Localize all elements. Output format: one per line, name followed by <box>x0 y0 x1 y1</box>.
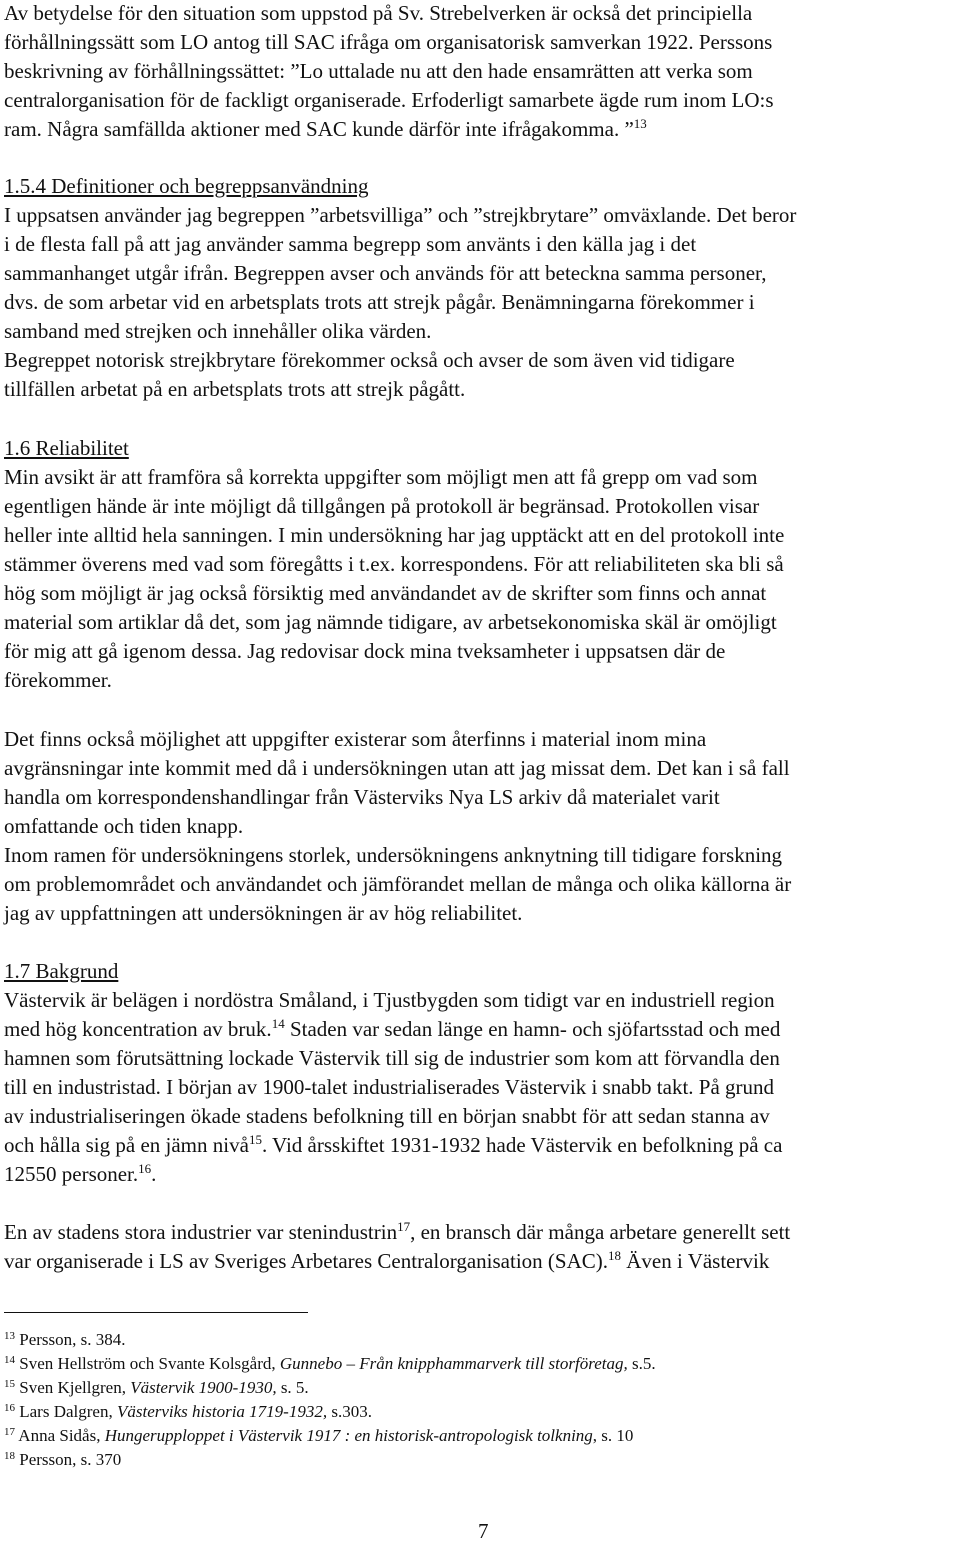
paragraph-line: Det finns också möjlighet att uppgifter existerar som återfinns i material inom mina <box>4 727 707 751</box>
section-heading-reliability: 1.6 Reliabilitet <box>4 436 129 460</box>
footnote-number: 15 <box>4 1378 15 1390</box>
paragraph-line: dvs. de som arbetar vid en arbetsplats trots att strejk pågår. Benämningarna förekommer i <box>4 290 755 314</box>
footnote-text: , s. 10 <box>592 1426 634 1445</box>
paragraph-text: Staden var sedan länge en hamn- och sjöfartsstad och med <box>284 1017 781 1041</box>
footnote-number: 17 <box>4 1426 15 1438</box>
footnote-ref-16[interactable]: 16 <box>138 1161 152 1176</box>
paragraph-line <box>4 1249 769 1273</box>
paragraph-line <box>4 1220 790 1244</box>
paragraph-line: om problemområdet och användandet och jämförandet mellan de många och olika källorna är <box>4 872 792 896</box>
paragraph-line: Västervik är belägen i nordöstra Småland, i Tjustbygden som tidigt var en industriell region <box>4 988 775 1012</box>
footnote-number: 18 <box>4 1450 15 1462</box>
footnote-ref-18[interactable]: 18 <box>608 1248 621 1263</box>
paragraph-line: Inom ramen för undersökningens storlek, undersökningens anknytning till tidigare forskning <box>4 843 783 867</box>
paragraph-line: avgränsningar inte kommit med då i undersökningen utan att jag missat dem. Det kan i så fall <box>4 756 790 780</box>
footnote-number: 14 <box>4 1354 15 1366</box>
paragraph-line: av industrialiseringen ökade stadens befolkning till en början snabbt för att sedan stanna av <box>4 1104 770 1128</box>
paragraph-line: heller inte alltid hela sanningen. I min undersökning har jag upptäckt att en del protokoll inte <box>4 523 785 547</box>
footnote-ref-14[interactable]: 14 <box>271 1016 285 1031</box>
paragraph-line: egentligen hände är inte möjligt då tillgången på protokoll är begränsad. Protokollen visar <box>4 494 760 518</box>
section-heading-background: 1.7 Bakgrund <box>4 959 119 983</box>
paragraph-line: förhållningssätt som LO antog till SAC ifråga om organisatorisk samverkan 1922. Perssons <box>4 30 773 54</box>
paragraph-line: jag av uppfattningen att undersökningen är av hög reliabilitet. <box>4 901 523 925</box>
paragraph-text: 12550 personer. <box>4 1162 139 1186</box>
footnote-17 <box>4 1426 633 1446</box>
paragraph-line: hamnen som förutsättning lockade Västervik till sig de industrier som kom att förvandla den <box>4 1046 780 1070</box>
paragraph-line <box>4 1162 156 1186</box>
paragraph-line: I uppsatsen använder jag begreppen ”arbetsvilliga” och ”strejkbrytare” omväxlande. Det beror <box>4 203 797 227</box>
footnote-text: s. 5. <box>276 1378 309 1397</box>
footnote-text: Sven Kjellgren, <box>15 1378 131 1397</box>
paragraph-text: . <box>151 1162 157 1186</box>
paragraph-text: var organiserade i LS av Sveriges Arbetares Centralorganisation (SAC). <box>4 1249 608 1273</box>
paragraph-line <box>4 1017 780 1041</box>
footnote-13 <box>4 1330 126 1350</box>
paragraph-line: samband med strejken och innehåller olika värden. <box>4 319 432 343</box>
paragraph-line: Begreppet notorisk strejkbrytare förekommer också och avser de som även vid tidigare <box>4 348 735 372</box>
paragraph-line <box>4 1133 782 1157</box>
footnote-ref-17[interactable]: 17 <box>397 1219 411 1234</box>
footnote-number: 13 <box>4 1330 15 1342</box>
footnote-14 <box>4 1354 656 1374</box>
footnote-16 <box>4 1402 372 1422</box>
paragraph-text: med hög koncentration av bruk. <box>4 1017 272 1041</box>
paragraph-line: beskrivning av förhållningssättet: ”Lo uttalade nu att den hade ensamrätten att verka som <box>4 59 753 83</box>
footnote-title: Västerviks historia 1719-1932, <box>116 1402 328 1421</box>
footnote-18 <box>4 1450 121 1470</box>
paragraph-line: för mig att gå igenom dessa. Jag redovisar dock mina tveksamheter i uppsatsen där de <box>4 639 726 663</box>
paragraph-text: ram. Några samfällda aktioner med SAC kunde därför inte ifrågakomma. ” <box>4 117 634 141</box>
footnote-number: 16 <box>4 1402 15 1414</box>
footnote-divider <box>4 1312 308 1313</box>
footnote-text: s.5. <box>627 1354 656 1373</box>
footnote-15 <box>4 1378 309 1398</box>
page-number: 7 <box>478 1519 489 1543</box>
footnote-text: Lars Dalgren, <box>15 1402 117 1421</box>
paragraph-line: hög som möjligt är jag också försiktig med användandet av de skrifter som finns och annat <box>4 581 767 605</box>
paragraph-line: handla om korrespondenshandlingar från Västerviks Nya LS arkiv då materialet varit <box>4 785 720 809</box>
footnote-title: Gunnebo – Från knipphammarverk till storföretag, <box>279 1354 628 1373</box>
paragraph-line: centralorganisation för de fackligt organiserade. Erfoderligt samarbete ägde rum inom LO:s <box>4 88 774 112</box>
paragraph-text: En av stadens stora industrier var stenindustrin <box>4 1220 398 1244</box>
paragraph-line: sammanhanget utgår ifrån. Begreppen avser och används för att beteckna samma personer, <box>4 261 767 285</box>
paragraph-line: i de flesta fall på att jag använder samma begrepp som använts i den källa jag i det <box>4 232 697 256</box>
footnote-text: s.303. <box>327 1402 372 1421</box>
paragraph-line: omfattande och tiden knapp. <box>4 814 244 838</box>
footnote-text: Persson, s. 384. <box>15 1330 126 1349</box>
paragraph-line: stämmer överens med vad som föregåtts i t.ex. korrespondens. För att reliabiliteten ska bli så <box>4 552 784 576</box>
paragraph-text: , en bransch där många arbetare generellt sett <box>410 1220 791 1244</box>
footnote-text: Anna Sidås, <box>15 1426 105 1445</box>
footnote-ref-15[interactable]: 15 <box>248 1132 262 1147</box>
footnote-ref-13[interactable]: 13 <box>633 116 647 131</box>
footnote-title: Hungerupploppet i Västervik 1917 : en historisk-antropologisk tolkning <box>104 1426 593 1445</box>
paragraph-line: Min avsikt är att framföra så korrekta uppgifter som möjligt men att få grepp om vad som <box>4 465 758 489</box>
paragraph-text: . Vid årsskiftet 1931-1932 hade Västervik en befolkning på ca <box>261 1133 783 1157</box>
footnote-text: Persson, s. 370 <box>15 1450 122 1469</box>
footnote-title: Västervik 1900-1930, <box>130 1378 277 1397</box>
paragraph-line <box>4 117 647 141</box>
section-heading-definitions: 1.5.4 Definitioner och begreppsanvändning <box>4 174 369 198</box>
paragraph-line: till en industristad. I början av 1900-talet industrialiserades Västervik i snabb takt. På grund <box>4 1075 775 1099</box>
paragraph-line: Av betydelse för den situation som uppstod på Sv. Strebelverken är också det principiella <box>4 1 753 25</box>
paragraph-text: Även i Västervik <box>621 1249 770 1273</box>
footnote-text: Sven Hellström och Svante Kolsgård, <box>15 1354 280 1373</box>
paragraph-line: material som artiklar då det, som jag nämnde tidigare, av arbetsekonomiska skäl är omöjligt <box>4 610 777 634</box>
paragraph-text: och hålla sig på en jämn nivå <box>4 1133 249 1157</box>
paragraph-line: tillfällen arbetat på en arbetsplats trots att strejk pågått. <box>4 377 466 401</box>
paragraph-line: förekommer. <box>4 668 112 692</box>
